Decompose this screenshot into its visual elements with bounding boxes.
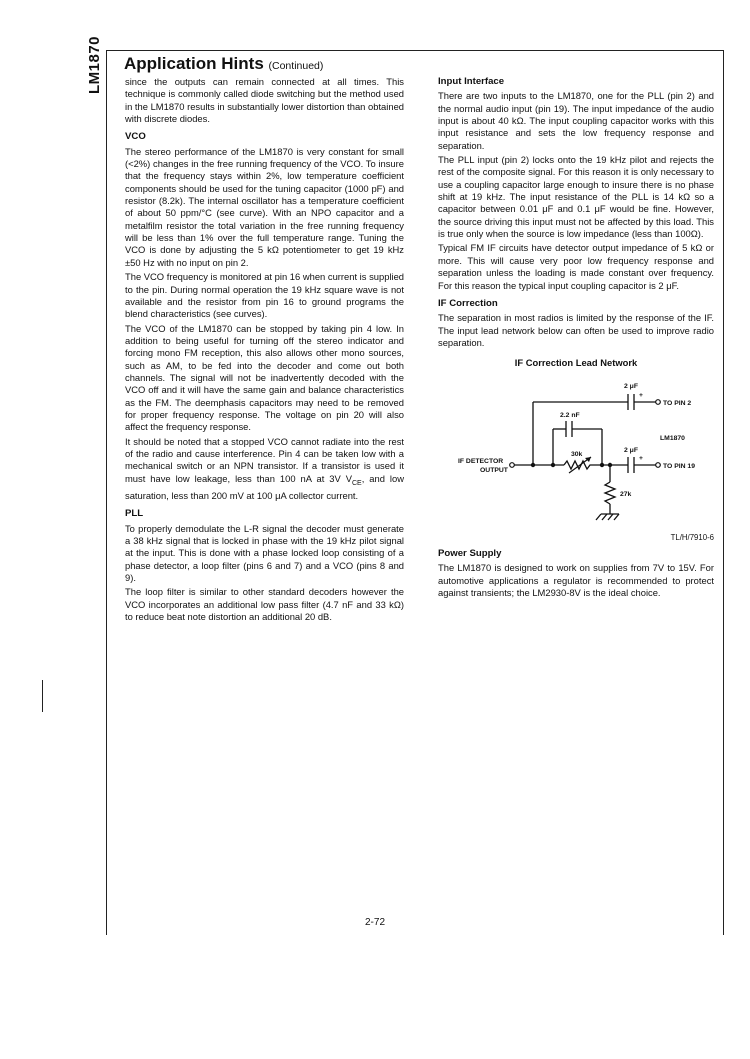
input-paragraph-3: Typical FM IF circuits have detector output impedance of 5 kΩ or more. This will cause very poor low frequency response and separation unless the loading is made constant over frequency. For this reason the typical input coupling capacitor is 2 μF.	[438, 242, 714, 291]
label-to-pin2: TO PIN 2	[663, 399, 692, 407]
vco-paragraph-3: The VCO of the LM1870 can be stopped by taking pin 4 low. In addition to being useful for turning off the stereo indicator and forcing mono FM reception, this also allows other mono sources, such as AM, to be fed into the decoder and come out both channels. The signal will not be inadvertently decoded with the VCO off and it will have the same gain and balance characteristics as the FM. The deemphasis capacitors may need to be removed for proper frequency response. The voltage on pin 20 will also affect the frequency response.	[125, 322, 404, 433]
figure-code: TL/H/7910-6	[670, 532, 714, 542]
label-res-pot: 30k	[571, 450, 583, 458]
pll-heading: PLL	[125, 508, 144, 520]
if-correction-heading: IF Correction	[438, 297, 498, 309]
left-column	[125, 76, 404, 625]
right-column	[438, 76, 714, 601]
margin-change-bar	[42, 680, 43, 712]
label-to-pin19: TO PIN 19	[663, 462, 695, 470]
title-main: Application Hints	[124, 54, 264, 73]
page-number: 2-72	[364, 917, 385, 928]
input-paragraph-2: The PLL input (pin 2) locks onto the 19 kHz pilot and rejects the rest of the composite signal. For this reason it is only necessary to use a coupling capacitor large enough to insure there is no phase shift at 19 kHz. The input resistance of the PLL is 14 kΩ so a capacitor between 0.01 μF and 0.1 μF would be fine. However, the source driving this input must not be affected by this load. This is true only when the source is low impedance (less than 100Ω).	[438, 154, 714, 240]
power-paragraph-1: The LM1870 is designed to work on supplies from 7V to 15V. For automotive applications a regulator is recommended to protect against transients; the LM2930-8V is the ideal choice.	[438, 562, 714, 598]
vco-heading: VCO	[125, 131, 146, 143]
label-detector-line2: OUTPUT	[480, 466, 508, 474]
if-correction-schematic	[438, 372, 714, 532]
label-cap-bot: 2 μF	[624, 446, 638, 454]
vce-subscript: CE	[351, 479, 362, 487]
vco-paragraph-4	[125, 436, 404, 503]
label-cap-top: 2 μF	[624, 382, 638, 390]
if-paragraph-1: The separation in most radios is limited by the response of the IF. The input lead network below can often be used to improve radio separation.	[438, 312, 714, 348]
pll-paragraph-2: The loop filter is similar to other standard decoders however the VCO incorporates an additional low pass filter (4.7 nF and 33 kΩ) to reduce beat note distortion an additional 20 dB.	[125, 586, 404, 622]
pll-paragraph-1: To properly demodulate the L-R signal the decoder must generate a 38 kHz signal that is locked in phase with the 19 kHz pilot signal at the input. This is done with a phase locked loop consisting of a phase detector, a loop filter (pins 6 and 7) and a VCO (pins 8 and 9).	[125, 522, 404, 583]
intro-paragraph: since the outputs can remain connected at all times. This technique is commonly called diode switching but the method used in the LM1870 results in substantially lower distortion than obtained with discrete diodes.	[125, 76, 404, 125]
label-plus-top: +	[639, 391, 643, 399]
side-part-label	[86, 35, 106, 98]
label-detector-line1: IF DETECTOR	[458, 457, 504, 465]
vco-p4-text-b: , and low saturation, less than 200 mV at 100 μA collector current.	[125, 472, 404, 501]
label-res-gnd: 27k	[620, 490, 632, 498]
label-plus-bot: +	[639, 454, 643, 462]
vco-p4-text-a: It should be noted that a stopped VCO cannot radiate into the rest of the radio and cause interference. Pin 4 can be taken low with a mechanical switch or an NPN transistor. If a transistor is used it must have low leakage, less than 100 nA at 3V V	[125, 435, 404, 484]
vco-paragraph-2: The VCO frequency is monitored at pin 16 when current is supplied to the pin. During normal operation the 19 kHz square wave is not available and the resistor from pin 16 to ground programs the blend characteristics (see curves).	[125, 271, 404, 320]
section-title	[124, 54, 323, 74]
label-ic: LM1870	[660, 434, 685, 442]
input-paragraph-1: There are two inputs to the LM1870, one for the PLL (pin 2) and the normal audio input (pin 19). The input impedance of the audio input is about 40 kΩ. The input coupling capacitor works with this input resistance and sets the low frequency response and separation.	[438, 90, 714, 151]
power-supply-heading: Power Supply	[438, 547, 502, 559]
figure-title: IF Correction Lead Network	[514, 357, 638, 369]
vco-paragraph-1: The stereo performance of the LM1870 is very constant for small (<2%) changes in the free running frequency of the VCO. To insure that the frequency stays within 2%, low temperature coefficient components should be used for the tuning capacitor (1000 pF) and resistor (8.2k). The internal oscillator has a temperature coefficient of about 50 ppm/°C (see curve). With an NPO capacitor and a metalfilm resistor the total variation in the free running frequency will be less than 1% over the full temperature range. Tuning the VCO is done by adjusting the 5 kΩ potentiometer to get 19 kHz ±50 Hz with no input on pin 2.	[125, 145, 404, 268]
title-continued: (Continued)	[268, 60, 324, 72]
label-cap-mid: 2.2 nF	[560, 411, 580, 419]
side-part-number: LM1870	[86, 35, 103, 94]
input-interface-heading: Input Interface	[438, 76, 505, 87]
